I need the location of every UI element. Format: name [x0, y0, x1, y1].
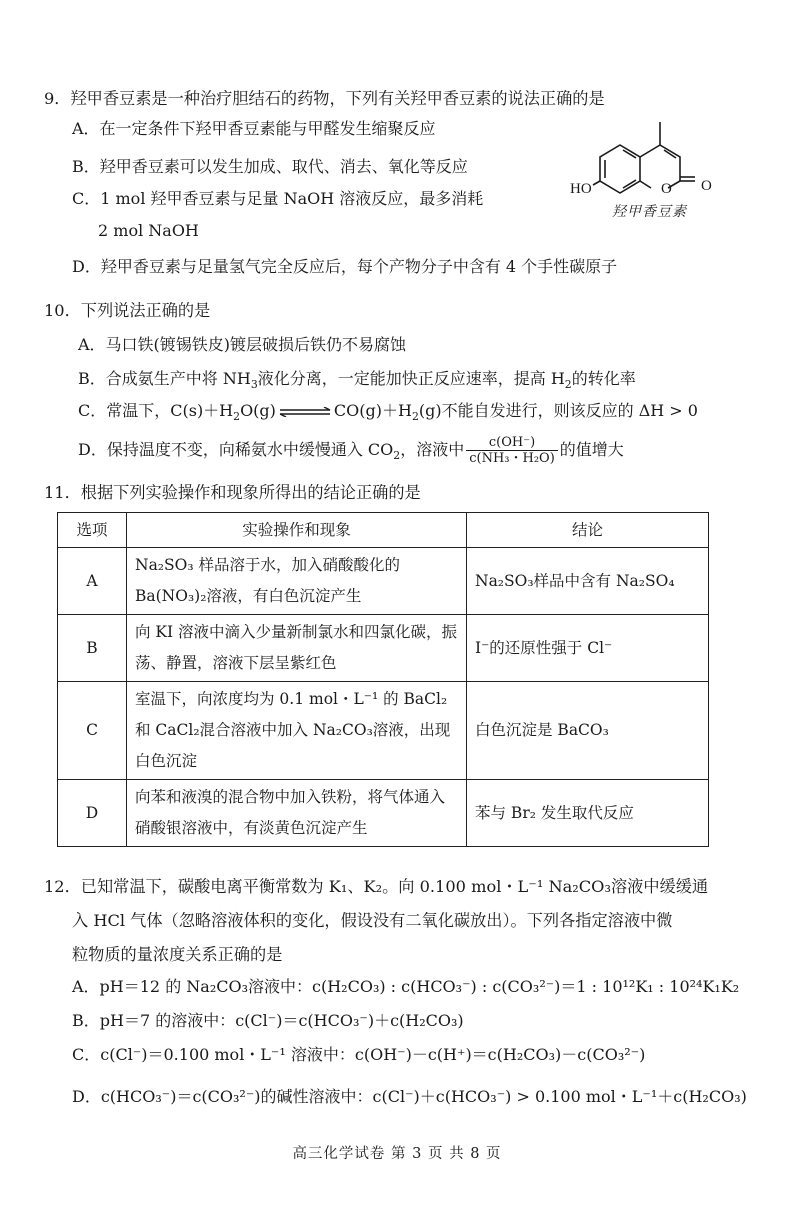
- row-option: B: [58, 615, 127, 682]
- q12-option-d: D．c(HCO₃⁻)＝c(CO₃²⁻)的碱性溶液中：c(Cl⁻)＋c(HCO₃⁻) > 0.100 mol・L⁻¹＋c(H₂CO₃): [72, 1087, 747, 1106]
- row-conclusion: 苯与 Br₂ 发生取代反应: [467, 780, 709, 847]
- row-conclusion: Na₂SO₃样品中含有 Na₂SO₄: [467, 548, 709, 615]
- q10-b-part2: 液化分离，一定能加快正反应速率，提高 H: [257, 369, 565, 388]
- header-operation: 实验操作和现象: [127, 513, 467, 548]
- q12-stem-line2: 入 HCl 气体（忽略溶液体积的变化，假设没有二氧化碳放出）。下列各指定溶液中微: [72, 911, 673, 930]
- q10-option-a: A．马口铁(镀锡铁皮)镀层破损后铁仍不易腐蚀: [78, 335, 407, 354]
- q11-stem: 11．根据下列实验操作和现象所得出的结论正确的是: [44, 483, 421, 502]
- benzene-ring: [600, 145, 640, 193]
- q10-c-part2: O(g): [240, 401, 276, 420]
- fraction-denominator: c(NH₃・H₂O): [469, 451, 555, 466]
- q12-option-b: B．pH＝7 的溶液中：c(Cl⁻)＝c(HCO₃⁻)＋c(H₂CO₃): [72, 1011, 464, 1030]
- q9-stem: 9．羟甲香豆素是一种治疗胆结石的药物，下列有关羟甲香豆素的说法正确的是: [44, 89, 605, 108]
- q10-c-part1: C．常温下，C(s)＋H: [78, 401, 234, 420]
- row-operation: 向 KI 溶液中滴入少量新制氯水和四氯化碳，振荡、静置，溶液下层呈紫红色: [127, 615, 467, 682]
- fraction-numerator: c(OH⁻): [466, 435, 558, 451]
- q9-option-d: D．羟甲香豆素与足量氢气完全反应后，每个产物分子中含有 4 个手性碳原子: [72, 257, 618, 276]
- q12-option-a: A．pH＝12 的 Na₂CO₃溶液中：c(H₂CO₃) : c(HCO₃⁻) : c(CO₃²⁻)＝1 : 10¹²K₁ : 10²⁴K₁K₂: [72, 977, 740, 996]
- table-row: [58, 682, 709, 780]
- q9-option-b: B．羟甲香豆素可以发生加成、取代、消去、氧化等反应: [72, 157, 468, 176]
- q10-d-part3: 的值增大: [559, 440, 624, 459]
- experiment-table: [57, 512, 709, 847]
- q12-option-c: C．c(Cl⁻)＝0.100 mol・L⁻¹ 溶液中：c(OH⁻)－c(H⁺)＝c(H₂CO₃)－c(CO₃²⁻): [72, 1045, 646, 1064]
- q9-option-a: A．在一定条件下羟甲香豆素能与甲醛发生缩聚反应: [72, 119, 436, 138]
- header-option: 选项: [58, 513, 127, 548]
- structure-carbonyl-o-label: O: [701, 178, 712, 194]
- q10-b-part1: B．合成氨生产中将 NH: [78, 369, 251, 388]
- row-operation: 向苯和液溴的混合物中加入铁粉，将气体通入硝酸银溶液中，有淡黄色沉淀产生: [127, 780, 467, 847]
- row-conclusion: 白色沉淀是 BaCO₃: [467, 682, 709, 780]
- q12-stem-line1: 12．已知常温下，碳酸电离平衡常数为 K₁、K₂。向 0.100 mol・L⁻¹ Na₂CO₃溶液中缓缓通: [44, 877, 709, 896]
- table-row: [58, 615, 709, 682]
- equilibrium-arrow-icon: [278, 407, 332, 417]
- q12-stem-line3: 粒物质的量浓度关系正确的是: [72, 945, 283, 964]
- q10-option-b: B．合成氨生产中将 $NH_3$液化分离，一定能加快正反应速率，提高 $H_2$的转化率: [78, 369, 636, 392]
- q9-option-c-line1: C．1 mol 羟甲香豆素与足量 NaOH 溶液反应，最多消耗: [72, 189, 484, 208]
- q10-c-part3: CO(g)＋H: [333, 401, 412, 420]
- q10-option-c: C．常温下，$C(s)+H_2O(g)$ $CO(g)+H_2(g)$不能自发进行，则该反应的 ΔH > 0: [78, 401, 698, 424]
- q10-c-part4: (g)不能自发进行，则该反应的 ΔH > 0: [418, 401, 698, 420]
- q10-option-d: D．保持温度不变，向稀氨水中缓慢通入 $CO_2$，溶液中 $\frac{c(OH^-)}{\text{c(NH₃・H₂O)}}$ 的值增大: [78, 435, 624, 466]
- row-option: D: [58, 780, 127, 847]
- structure-ho-label: HO: [570, 181, 592, 197]
- table-row: [58, 548, 709, 615]
- pyranone-ring: [640, 145, 680, 181]
- q10-d-part1: D．保持温度不变，向稀氨水中缓慢通入 CO: [78, 440, 394, 459]
- header-conclusion: 结论: [467, 513, 709, 548]
- row-operation: Na₂SO₃ 样品溶于水，加入硝酸酸化的 Ba(NO₃)₂溶液，有白色沉淀产生: [127, 548, 467, 615]
- row-option: A: [58, 548, 127, 615]
- q10-d-part2: ，溶液中: [400, 440, 465, 459]
- structure-ring-o-label: O: [661, 181, 672, 197]
- q10-b-part3: 的转化率: [571, 369, 636, 388]
- structure-caption: 羟甲香豆素: [612, 204, 687, 220]
- page-footer: 高三化学试卷 第 3 页 共 8 页: [292, 1146, 502, 1162]
- row-conclusion: I⁻的还原性强于 Cl⁻: [467, 615, 709, 682]
- q10-stem: 10．下列说法正确的是: [44, 301, 211, 320]
- table-row: [58, 780, 709, 847]
- q9-option-c-line2: 2 mol NaOH: [98, 221, 199, 240]
- table-header-row: [58, 513, 709, 548]
- row-operation: 室温下，向浓度均为 0.1 mol・L⁻¹ 的 BaCl₂和 CaCl₂混合溶液中加入 Na₂CO₃溶液，出现白色沉淀: [127, 682, 467, 780]
- row-option: C: [58, 682, 127, 780]
- q10-d-fraction: [466, 435, 558, 466]
